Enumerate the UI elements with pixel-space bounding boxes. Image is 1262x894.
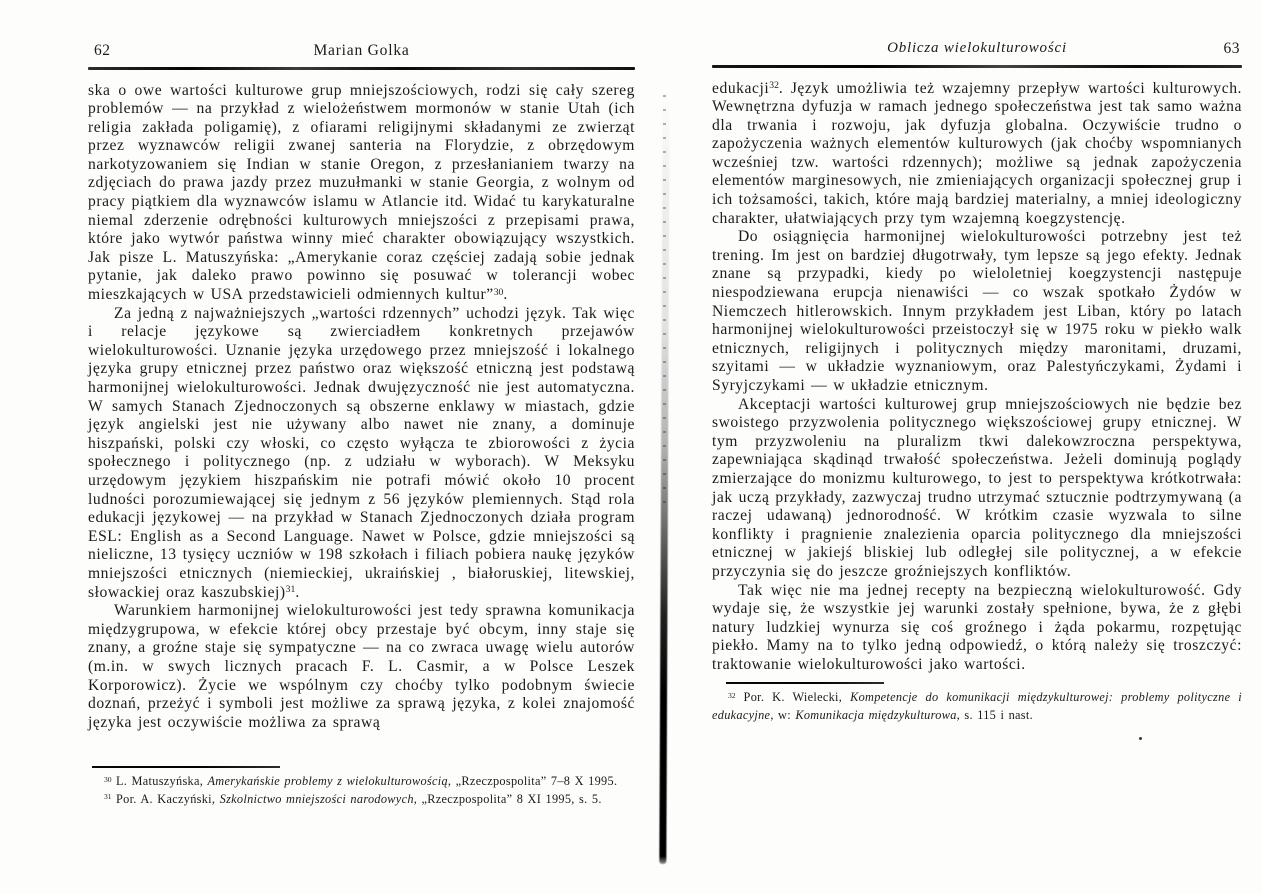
right-header-rule [712,65,1242,68]
right-footnotes [712,689,1242,724]
paragraph: Tak więc nie ma jednej recepty na bezpieczną wielokulturowość. Gdy wydaje się, że wszystkie jej warunki zostały spełnione, bywa, że z głębi natury ludzkiej wynurza się coś groźnego i żąda pokarmu, rozpętując piekło. Mamy na to tylko jedną odpowiedź, o którą należy się troszczyć: traktowanie wielokulturowości jako wartości. [712,581,1242,673]
left-body-text [88,82,635,733]
footnote: $^{32}$ Por. K. Wielecki, Kompetencje do komunikacji międzykulturowej: problemy polityczne i edukacyjne, w: Komunikacja międzykulturowa, s. 115 i nast. [712,690,1242,722]
left-footnotes [88,773,635,808]
left-header-rule [88,67,635,70]
left-running-head: Marian Golka [313,42,410,59]
left-footnote-rule [92,766,280,768]
right-running-head: Oblicza wielokulturowości [887,40,1067,56]
binding-gutter-specks [663,95,666,515]
right-footnote-block [712,682,1242,724]
paragraph: Do osiągnięcia harmonijnej wielokulturowości potrzebny jest też trening. Im jest on bardziej długotrwały, tym lepsze są jego efekty. Jednak znane są przypadki, kiedy po wieloletniej koegzystencji następuje niespodziewana erupcja nienawiści — co wszak spotkało Żydów w Niemczech hitlerowskich. Innym przykładem jest Liban, który po latach harmonijnej wielokulturowości przeistoczył się w 1975 roku w piekło walk etnicznych, religijnych i politycznych między maronitami, druzami, szyitami — w układzie wyznaniowym, oraz Palestyńczykami, Żydami i Syryjczykami — w układzie etnicznym. [712,228,1242,394]
paragraph: Akceptacji wartości kulturowej grup mniejszościowych nie będzie bez swoistego przyzwolenia politycznego większościowej grupy etnicznej. W tym przyzwoleniu na pluralizm tkwi dalekowzroczna perspektywa, zapewniająca skądinąd trwałość społeczeństwa. Jeżeli dominują poglądy zmierzające do monizmu kulturowego, to jest to perspektywa krótkotrwała: jak uczą przykłady, zazwyczaj trudno utrzymać sztucznie podtrzymywaną (a raczej udawaną) jednorodność. W krótkim czasie wyzwala to silne konflikty i pragnienie znalezienia oparcia politycznego dla mniejszości etnicznej w jakiejś bliskiej lub odległej sile politycznej, a w efekcie przyczynia się do jeszcze groźniejszych konfliktów. [712,395,1242,580]
left-page [88,42,635,862]
right-page [712,40,1242,860]
paragraph: ska o owe wartości kulturowe grup mniejszościowych, rodzi się cały szereg problemów — na przykład z wielożeństwem mormonów w stanie Utah (ich religia zakłada poligamię), z ofiarami religijnymi składanymi ze zwierząt przez wyznawców religii zwanej santeria na Florydzie, z obrzędowym narkotyzowaniem się Indian w stanie Oregon, z przesłanianiem twarzy na zdjęciach do prawa jazdy przez muzułmanki w stanie Georgia, z wolnym od pracy piątkiem dla wyznawców islamu w Atlancie itd. Widać tu karykaturalne niemal zderzenie odrębności kulturowych mniejszości z przepisami prawa, które jako wytwór państwa winny mieć charakter obowiązujący wszystkich. Jak pisze L. Matuszyńska: „Amerykanie coraz częściej zadają sobie jednak pytanie, jak daleko prawo powinno się posuwać w tolerancji wobec mieszkających w USA przedstawicieli odmiennych kultur”$^{30}$. [88,81,635,304]
right-body-text [712,80,1242,675]
footnote: $^{30}$ L. Matuszyńska, Amerykańskie problemy z wielokulturowością, „Rzeczpospolita” 7–8 X 1995. [104,774,618,788]
right-page-number: 63 [1223,40,1240,57]
left-footnote-block [88,766,635,808]
paragraph: Warunkiem harmonijnej wielokulturowości jest tedy sprawna komunikacja międzygrupowa, w efekcie której obcy przestaje być obcym, inny staje się znany, a groźne staje się sympatyczne — na co zwraca uwagę wielu autorów (m.in. w swych licznych pracach F. L. Casmir, a w Polsce Leszek Korporowicz). Życie we wspólnym czy choćby tylko podobnym świecie doznań, przeżyć i symboli jest możliwe za sprawą języka, z kolei znajomość języka jest oczywiście możliwa za sprawą [88,602,635,731]
right-footnote-rule [726,682,884,684]
scan-speck [1139,737,1142,740]
left-page-header [88,42,635,64]
footnote: $^{31}$ Por. A. Kaczyński, Szkolnictwo mniejszości narodowych, „Rzeczpospolita” 8 XI 1995, s. 5. [104,791,602,806]
right-page-header [712,40,1242,62]
paragraph: edukacji$^{32}$. Język umożliwia też wzajemny przepływ wartości kulturowych. Wewnętrzna dyfuzja w ramach jednego społeczeństwa jest tak samo ważna dla trwania i rozwoju, jak dyfuzja globalna. Oczywiście trudno o zapożyczenia ważnych elementów kulturowych (jak choćby wspomnianych wcześniej tzw. wartości rdzennych); możliwe są jednak zapożyczenia elementów marginesowych, nie zmieniających organizacji społecznej grup i ich tożsamości, takich, które mają bardziej materialny, a mniej ideologiczny charakter, ułatwiających przy tym wzajemną koegzystencję. [712,79,1242,227]
left-page-number: 62 [94,42,111,59]
paragraph: Za jedną z najważniejszych „wartości rdzennych” uchodzi język. Tak więc i relacje językowe są zwierciadłem konkretnych przejawów wielokulturowości. Uznanie języka urzędowego przez mniejszość i lokalnego języka grupy etnicznej przez państwo oraz większość etniczną jest podstawą harmonijnej wielokulturowości. Jednak dwujęzyczność nie jest automatyczna. W samych Stanach Zjednoczonych są obszerne enklawy w miastach, gdzie język angielski jest nie używany albo nawet nie znany, a dominuje hiszpański, polski czy włoski, co często wyłącza te zbiorowości z życia społecznego i politycznego (np. z udziału w wyborach). W Meksyku urzędowym językiem hiszpańskim nie potrafi mówić około 10 procent ludności porozumiewającej się jednym z 56 języków plemiennych. Stąd rola edukacji językowej — na przykład w Stanach Zjednoczonych działa program ESL: English as a Second Language. Nawet w Polsce, gdzie mniejszości są nieliczne, 13 tysięcy uczniów w 198 szkołach i filiach pobiera naukę języków mniejszości etnicznych (niemieckiej, ukraińskiej , białoruskiej, litewskiej, słowackiej oraz kaszubskiej)$^{31}$. [88,304,635,601]
